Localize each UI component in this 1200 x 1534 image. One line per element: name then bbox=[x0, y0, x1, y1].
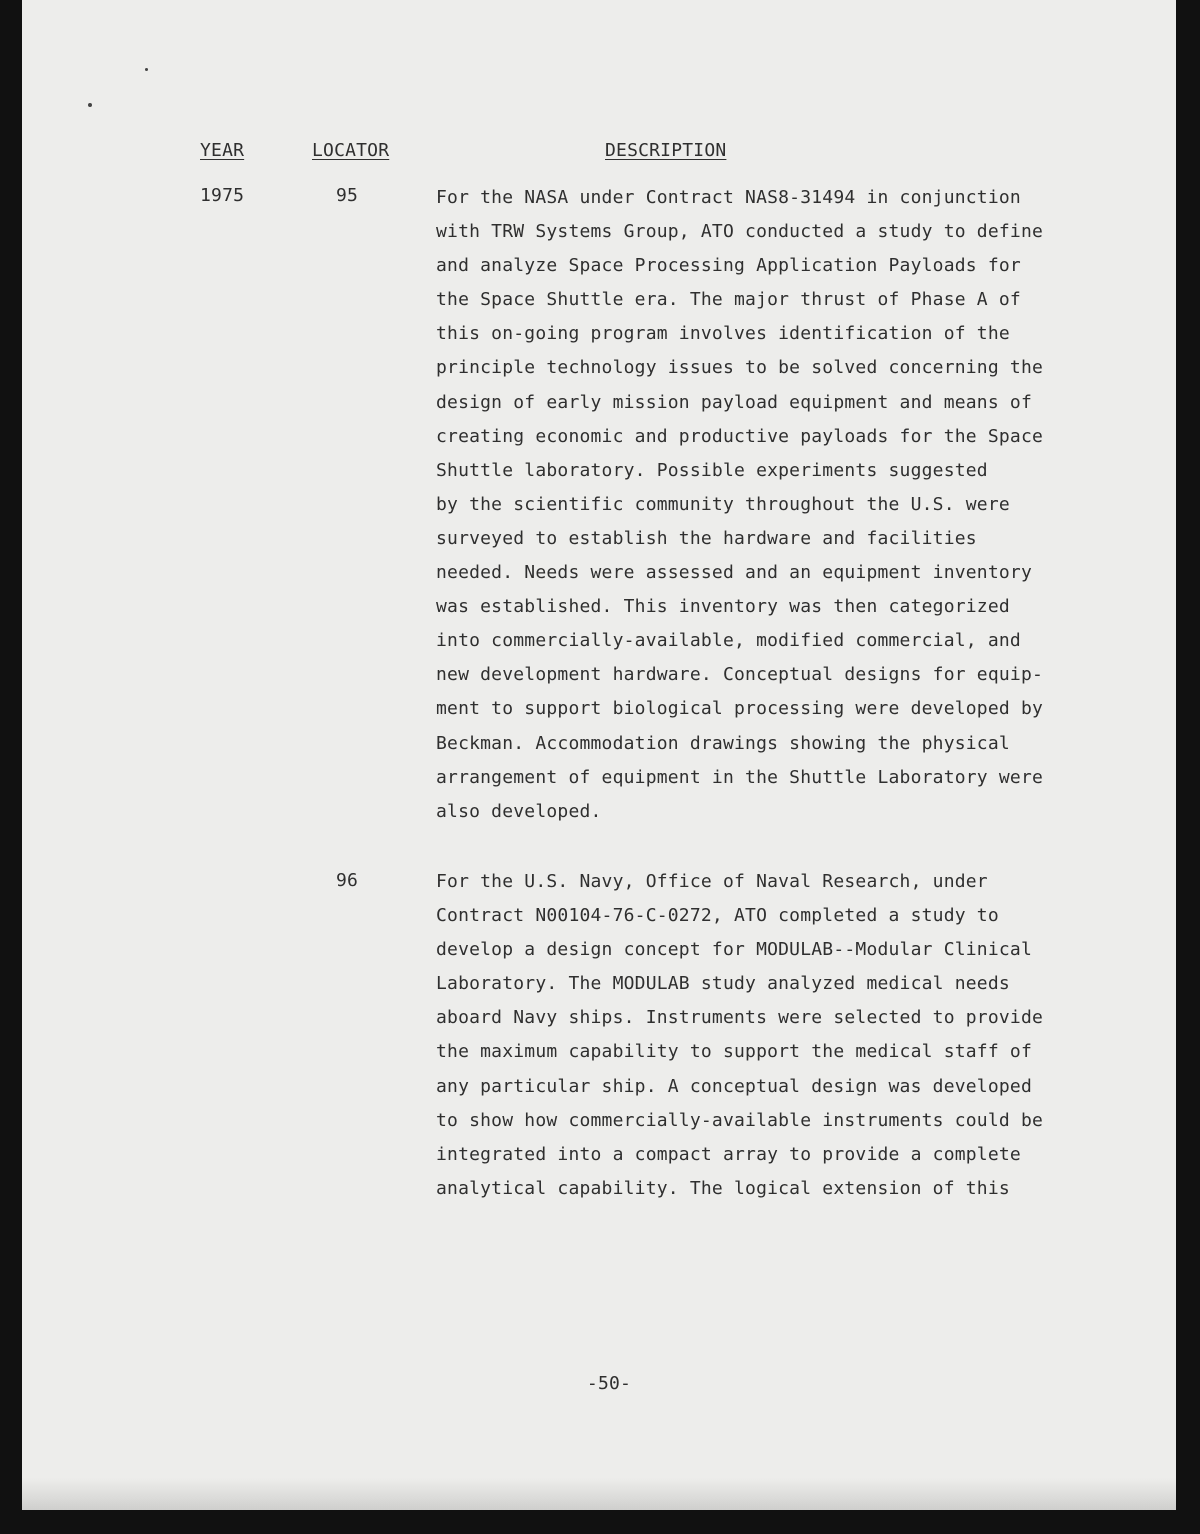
description-line: with TRW Systems Group, ATO conducted a study to define bbox=[436, 221, 1044, 243]
description-line: Beckman. Accommodation drawings showing the physical bbox=[436, 732, 1010, 754]
entry-year: 1975 bbox=[200, 185, 245, 206]
entry-description bbox=[436, 186, 1043, 834]
description-line: For the U.S. Navy, Office of Naval Research, under bbox=[436, 871, 988, 892]
description-line: analytical capability. The logical extension of this bbox=[436, 1177, 1010, 1199]
description-line: Shuttle laboratory. Possible experiments suggested bbox=[436, 459, 988, 481]
entry-locator: 96 bbox=[336, 870, 359, 891]
description-line: also developed. bbox=[436, 800, 602, 822]
description-line: surveyed to establish the hardware and facilities bbox=[436, 527, 977, 549]
description-line: develop a design concept for MODULAB--Modular Clinical bbox=[436, 939, 1032, 961]
description-line: aboard Navy ships. Instruments were selected to provide bbox=[436, 1007, 1044, 1029]
scan-speck bbox=[88, 103, 92, 107]
description-line: For the NASA under Contract NAS8-31494 in conjunction bbox=[436, 187, 1021, 208]
scan-edge bbox=[22, 1478, 1176, 1510]
description-line: creating economic and productive payloads for the Space bbox=[436, 425, 1044, 447]
entry-locator: 95 bbox=[336, 185, 359, 206]
description-line: principle technology issues to be solved concerning the bbox=[436, 357, 1044, 379]
description-line: was established. This inventory was then categorized bbox=[436, 596, 1010, 618]
column-header-year: YEAR bbox=[200, 140, 245, 161]
description-line: the Space Shuttle era. The major thrust of Phase A of bbox=[436, 289, 1021, 311]
description-line: any particular ship. A conceptual design was developed bbox=[436, 1075, 1032, 1097]
column-header-description: DESCRIPTION bbox=[605, 140, 727, 161]
column-header-locator: LOCATOR bbox=[312, 140, 390, 161]
document-page bbox=[22, 0, 1176, 1510]
description-line: arrangement of equipment in the Shuttle Laboratory were bbox=[436, 766, 1044, 788]
description-line: new development hardware. Conceptual designs for equip- bbox=[436, 664, 1044, 686]
description-line: this on-going program involves identification of the bbox=[436, 323, 1010, 345]
description-line: the maximum capability to support the medical staff of bbox=[436, 1041, 1032, 1063]
description-line: ment to support biological processing were developed by bbox=[436, 698, 1044, 720]
description-line: Contract N00104-76-C-0272, ATO completed a study to bbox=[436, 905, 999, 927]
page-number: -50- bbox=[586, 1373, 632, 1394]
description-line: needed. Needs were assessed and an equipment inventory bbox=[436, 562, 1032, 584]
description-line: Laboratory. The MODULAB study analyzed medical needs bbox=[436, 973, 1010, 995]
description-line: by the scientific community throughout the U.S. were bbox=[436, 493, 1010, 515]
description-line: design of early mission payload equipment and means of bbox=[436, 391, 1032, 413]
description-line: integrated into a compact array to provide a complete bbox=[436, 1143, 1021, 1165]
scan-speck bbox=[145, 68, 148, 71]
description-line: and analyze Space Processing Application Payloads for bbox=[436, 255, 1021, 277]
description-line: to show how commercially-available instruments could be bbox=[436, 1109, 1044, 1131]
description-line: into commercially-available, modified commercial, and bbox=[436, 630, 1021, 652]
entry-description bbox=[436, 870, 1043, 1211]
